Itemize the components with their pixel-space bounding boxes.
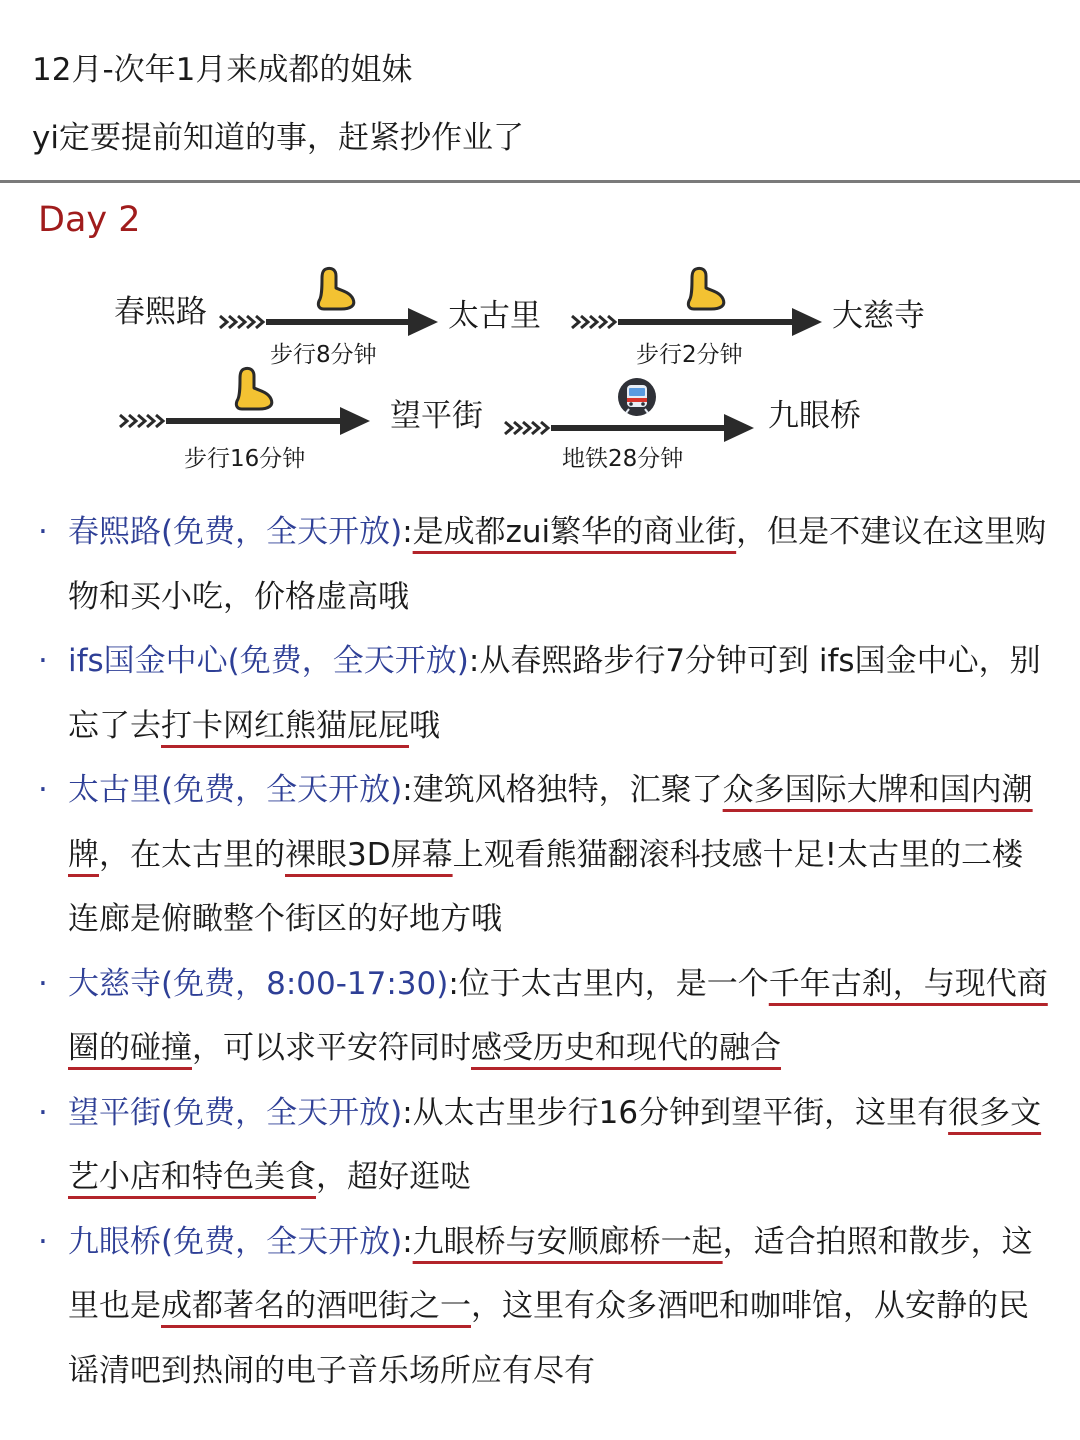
list-item-taikoo-li	[0, 758, 1080, 952]
item-text: 位于太古里内，是一个	[458, 965, 769, 1002]
place-jiuyan-bridge: 九眼桥	[768, 398, 861, 434]
title-line-1: 12月-次年1月来成都的姐妹	[32, 52, 413, 88]
item-heading: ifs国金中心(免费，全天开放)	[68, 643, 469, 679]
route-diagram	[0, 260, 1080, 480]
item-text: 哦	[409, 707, 440, 744]
highlight-text: 裸眼3D屏幕	[285, 836, 453, 873]
route-arrow-1	[220, 308, 438, 336]
item-colon: :	[402, 1223, 413, 1260]
highlight-text: 千年古刹，与现代商圈的碰撞	[68, 965, 1048, 1066]
item-text: ，可以求平安符同时	[192, 1030, 471, 1066]
foot-icon	[314, 266, 358, 312]
day-label: Day 2	[38, 200, 141, 240]
highlight-text: 感受历史和现代的融合	[471, 1030, 781, 1066]
list-item-jiuyan-bridge	[0, 1210, 1080, 1404]
attraction-list	[0, 500, 1080, 1403]
highlight-text: 很多文艺小店和特色美食	[68, 1094, 1042, 1195]
foot-icon	[232, 366, 276, 412]
item-text: ，超好逛哒	[316, 1159, 471, 1195]
place-daci-temple: 大慈寺	[832, 298, 925, 334]
leg-1-caption: 步行8分钟	[270, 342, 377, 368]
item-colon: :	[402, 514, 413, 550]
bullet-icon: ·	[38, 643, 48, 679]
item-heading: 春熙路(免费，全天开放)	[68, 514, 403, 550]
metro-icon	[616, 376, 658, 418]
highlight-text: 成都著名的酒吧街之一	[161, 1288, 471, 1324]
highlight-text: 打卡网红熊猫屁屁	[161, 707, 409, 744]
list-item-ifs	[0, 629, 1080, 758]
leg-2-caption: 步行2分钟	[636, 342, 743, 368]
leg-3-caption: 步行16分钟	[184, 446, 306, 472]
item-colon: :	[448, 965, 459, 1002]
item-text: ，适合拍照和散步，这里也是	[68, 1223, 1033, 1324]
item-text: ，这里有众多酒吧和咖啡馆，从安静的民谣清吧到热闹的电子音乐场所应有尽有	[68, 1288, 1029, 1389]
item-text: 从太古里步行16分钟到望平街，这里有	[412, 1094, 949, 1131]
leg-4-caption: 地铁28分钟	[562, 446, 684, 472]
divider	[0, 180, 1080, 183]
item-text: ，但是不建议在这里购物和买小吃，价格虚高哦	[68, 514, 1047, 615]
item-heading: 望平街(免费，全天开放)	[68, 1094, 403, 1131]
item-colon: :	[468, 643, 480, 679]
bullet-icon: ·	[38, 772, 48, 808]
item-text: 从春熙路步行7分钟可到 ifs国金中心，别忘了去	[68, 643, 1041, 744]
bullet-icon: ·	[38, 1223, 48, 1260]
bullet-icon: ·	[38, 1094, 48, 1131]
item-heading: 九眼桥(免费，全天开放)	[68, 1223, 403, 1260]
item-heading: 大慈寺(免费，8:00-17:30)	[68, 965, 449, 1002]
item-text: 建筑风格独特，汇聚了	[412, 772, 723, 808]
bullet-icon: ·	[38, 965, 48, 1002]
highlight-text: 是成都zui繁华的商业街	[412, 514, 737, 550]
highlight-text: 九眼桥与安顺廊桥一起	[412, 1223, 723, 1260]
place-chunxi-road: 春熙路	[114, 294, 207, 330]
item-text: 上观看熊猫翻滚科技感十足!太古里的二楼连廊是俯瞰整个街区的好地方哦	[68, 836, 1024, 937]
title-line-2: yi定要提前知道的事，赶紧抄作业了	[32, 120, 524, 156]
item-text: ，在太古里的	[99, 836, 285, 873]
highlight-text: 众多国际大牌和国内潮牌	[68, 772, 1033, 873]
list-item-wangping-street	[0, 1081, 1080, 1210]
place-wangping-street: 望平街	[390, 398, 483, 434]
bullet-icon: ·	[38, 514, 48, 550]
foot-icon	[684, 266, 728, 312]
item-colon: :	[402, 772, 413, 808]
list-item-daci-temple	[0, 952, 1080, 1081]
place-taikoo-li: 太古里	[448, 298, 541, 334]
route-arrow-2	[572, 308, 822, 336]
list-item-chunxi-road	[0, 500, 1080, 629]
item-heading: 太古里(免费，全天开放)	[68, 772, 403, 808]
item-colon: :	[402, 1094, 413, 1131]
route-arrow-4	[505, 414, 754, 442]
